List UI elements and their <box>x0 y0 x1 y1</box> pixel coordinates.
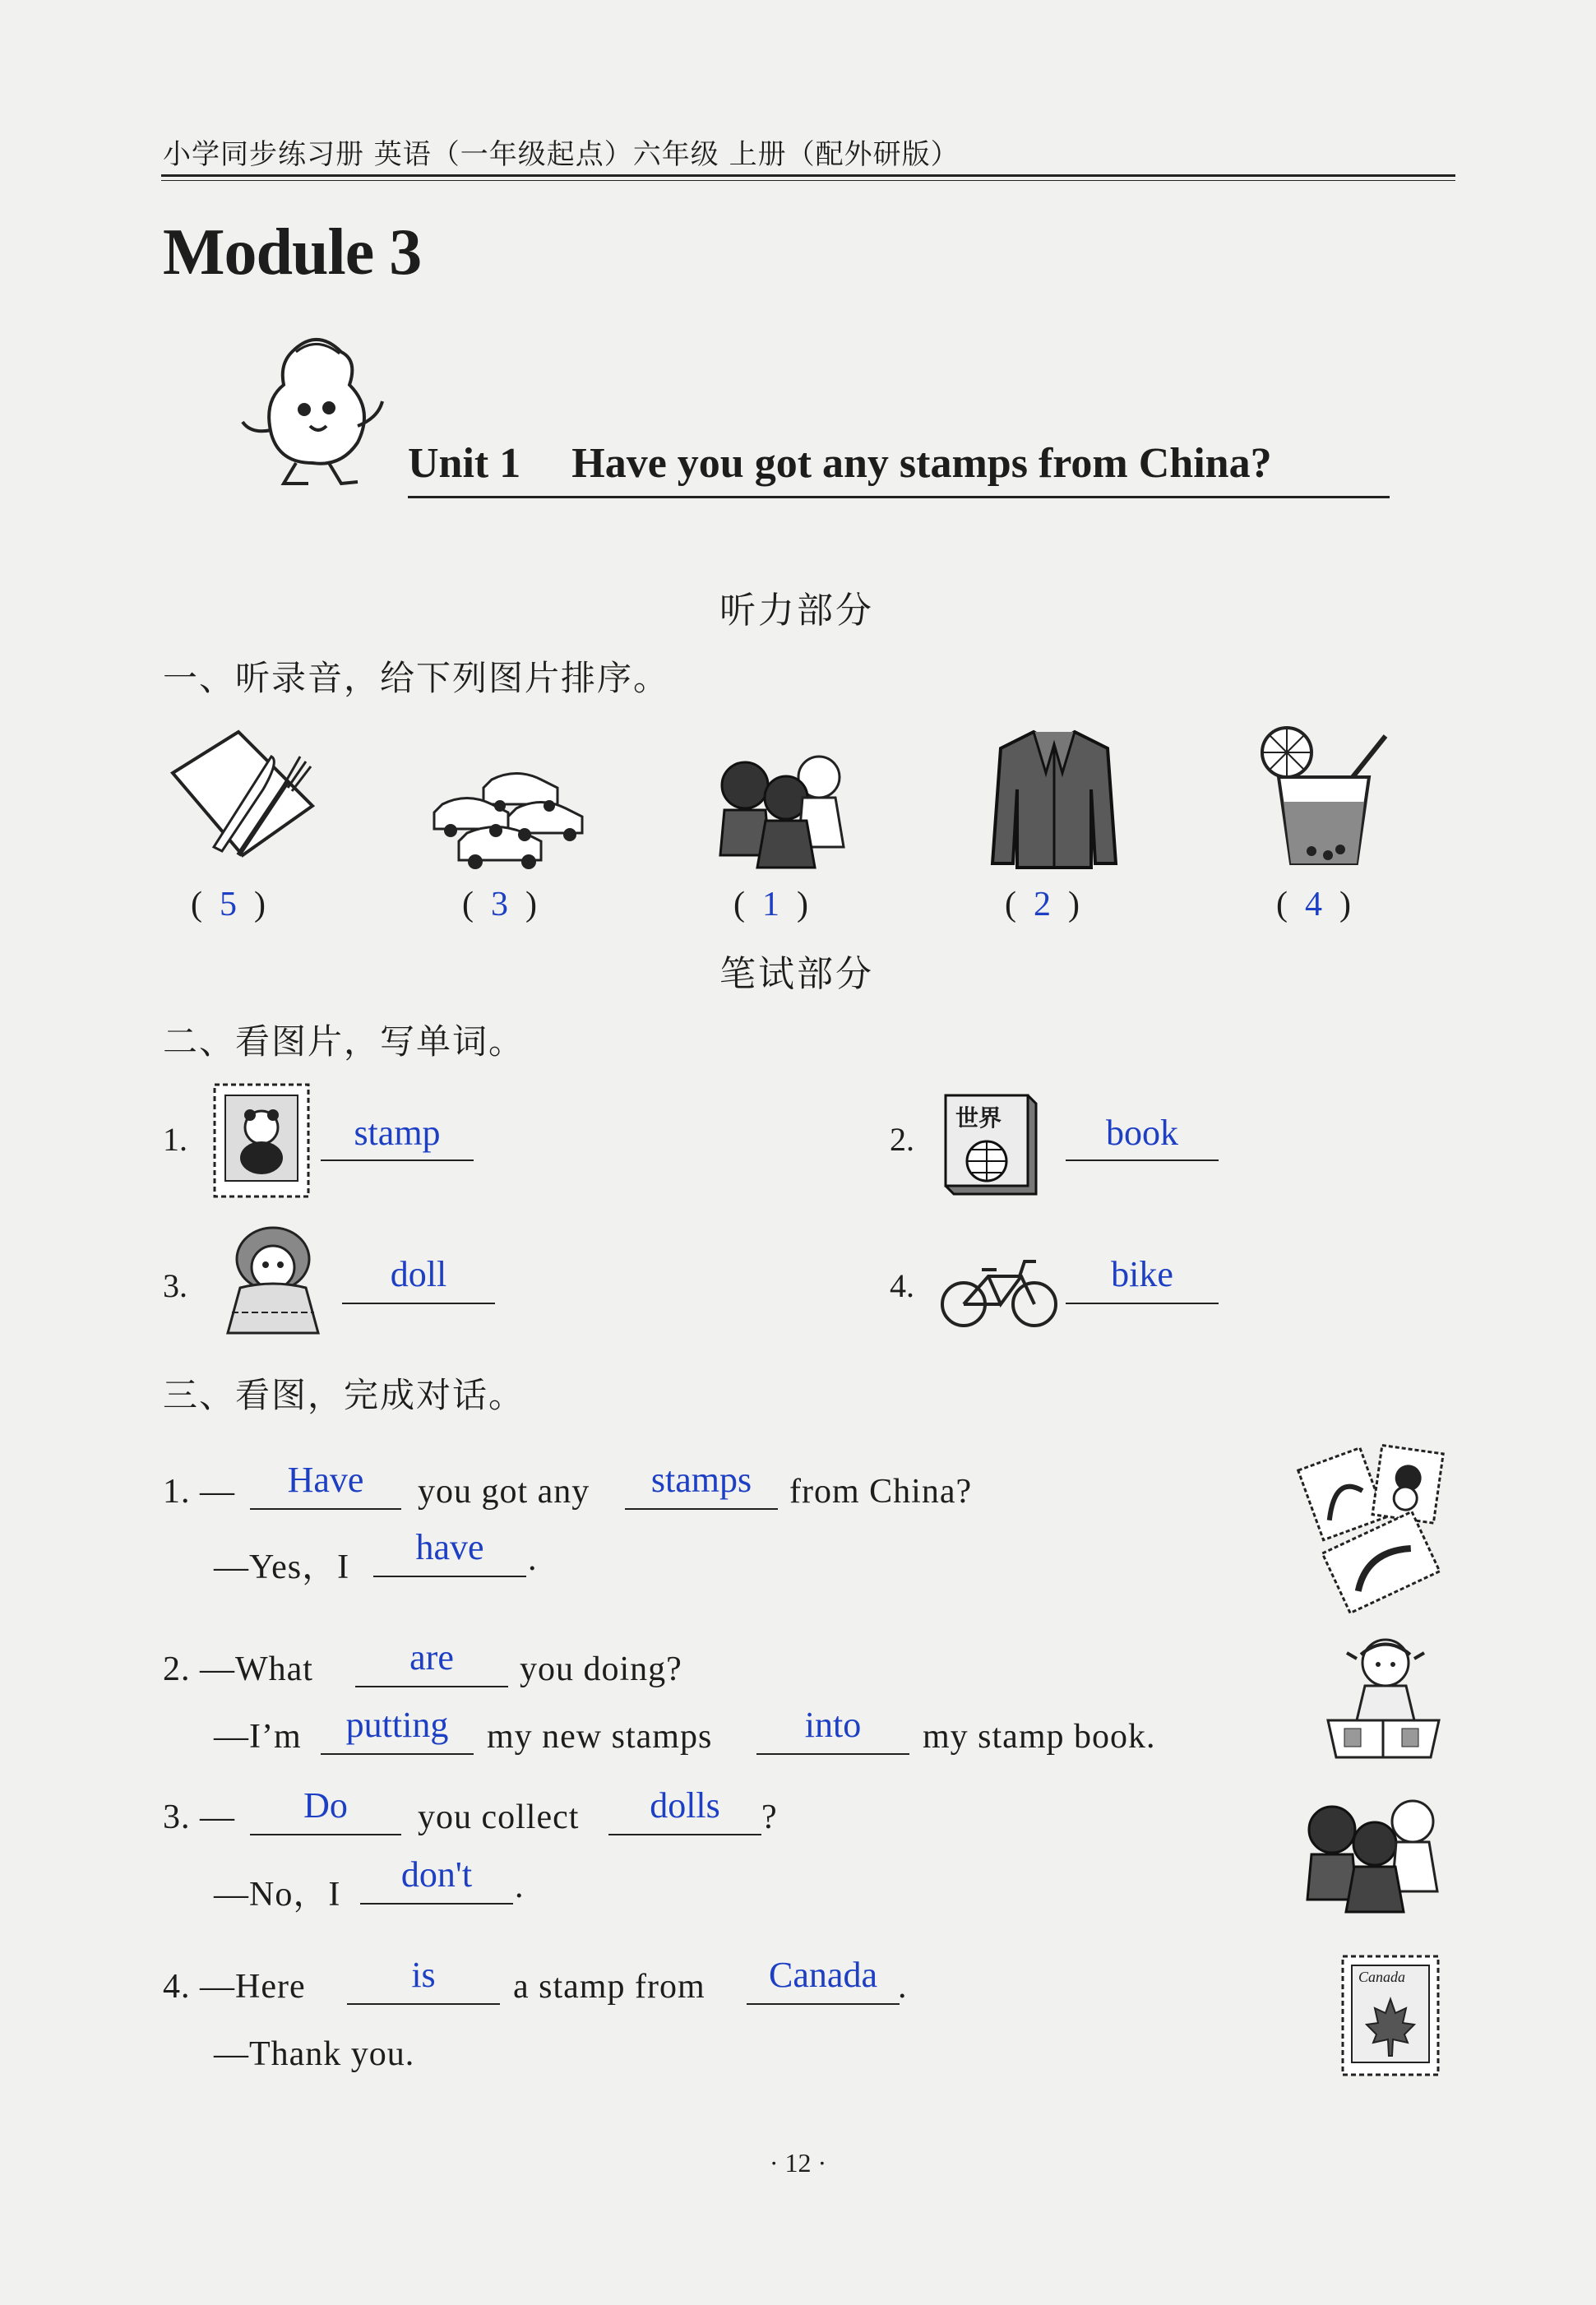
writing-part-title: 笔试部分 <box>719 953 874 995</box>
dialog-2-answer-3: into <box>804 1705 862 1745</box>
word-answer-1: stamp <box>354 1113 441 1153</box>
order-answer-3[interactable]: ( 1 ) <box>733 886 808 923</box>
dialog-2-text-3: my stamp book. <box>923 1718 1156 1756</box>
order-answer-5[interactable]: ( 4 ) <box>1276 886 1351 923</box>
dialog-1-number <box>163 1472 235 1511</box>
dialog-2-reply: —I’m <box>214 1718 302 1756</box>
dialog-2-text-2: my new stamps <box>487 1718 713 1756</box>
section2-title: 二、看图片，写单词。 <box>163 1021 525 1062</box>
dialog-3-period: . <box>515 1868 525 1905</box>
dash: — <box>200 1473 235 1511</box>
order-answer-1[interactable]: ( 5 ) <box>191 886 266 923</box>
word-blank-4[interactable] <box>1066 1303 1219 1304</box>
dialog-3-answer-3: don't <box>400 1854 473 1895</box>
dialog-2-answer-1: are <box>409 1637 454 1678</box>
q-num: 3. <box>163 1798 191 1836</box>
item-number: 3. <box>163 1267 187 1304</box>
dialog-3-answer-1: Do <box>303 1785 348 1826</box>
word-blank-3[interactable] <box>342 1303 495 1304</box>
section3-title: 三、看图，完成对话。 <box>163 1375 525 1415</box>
world-book-icon <box>937 1087 1044 1202</box>
item-number: 1. <box>163 1121 187 1158</box>
q-pre: —Here <box>200 1968 306 2006</box>
dialog-4-text-1: a stamp from <box>513 1968 705 2006</box>
answer-text: 4 <box>1305 886 1322 923</box>
dialog-1-text-1: you got any <box>418 1473 590 1511</box>
q-num: 1. <box>163 1473 191 1511</box>
dialog-1-answer-3: have <box>415 1527 484 1567</box>
book-cover-label: 世界 <box>955 1104 1002 1132</box>
answer-text: 5 <box>220 886 237 923</box>
dialog-2-number <box>163 1650 313 1689</box>
word-answer-2: book <box>1106 1113 1178 1153</box>
page-number: · 12 · <box>769 2148 827 2178</box>
dialog-2-answer-2: putting <box>345 1705 449 1745</box>
dialog-1-period: . <box>528 1540 538 1578</box>
header-divider <box>161 174 1455 177</box>
canada-stamp-icon <box>1340 1954 1441 2077</box>
dialog-3-text-1: you collect <box>418 1798 580 1836</box>
dolls-group-icon <box>1299 1793 1447 1914</box>
dialog-4-answer-1: is <box>411 1955 436 1995</box>
dialog-3-blank-2[interactable] <box>608 1834 761 1835</box>
answer-text: 1 <box>762 886 779 923</box>
dolls-icon <box>712 748 860 872</box>
module-title: Module 3 <box>163 216 422 289</box>
dialog-3-text-2: ? <box>761 1798 778 1836</box>
bike-icon <box>939 1252 1059 1331</box>
juice-icon <box>1254 720 1394 868</box>
toy-cars-icon <box>434 763 590 870</box>
unit-underline <box>408 496 1390 498</box>
dialog-1-answer-2: stamps <box>650 1460 752 1500</box>
item-number: 4. <box>890 1267 914 1304</box>
dialog-3-reply: —No，I <box>214 1876 341 1914</box>
unit-label: Unit 1 <box>408 440 521 487</box>
stamp-country-label: Canada <box>1358 1969 1406 1985</box>
dialog-4-blank-1[interactable] <box>347 2003 500 2005</box>
dialog-3-blank-3[interactable] <box>360 1903 513 1905</box>
dialog-1-text-2: from China? <box>789 1473 973 1511</box>
section1-title: 一、听录音，给下列图片排序。 <box>163 658 670 698</box>
mascot-icon <box>234 327 399 492</box>
word-blank-2[interactable] <box>1066 1159 1219 1161</box>
dialog-1-answer-1: Have <box>287 1460 364 1500</box>
dialog-2-blank-1[interactable] <box>355 1686 508 1687</box>
dialog-1-reply: —Yes，I <box>214 1548 350 1586</box>
dialog-3-answer-2: dolls <box>650 1785 720 1826</box>
stamps-icon <box>1299 1441 1443 1605</box>
doll-icon <box>215 1222 331 1337</box>
word-answer-4: bike <box>1111 1254 1173 1294</box>
dialog-2-text-1: you doing? <box>520 1650 682 1688</box>
dialog-3-number <box>163 1798 235 1837</box>
dialog-2-blank-2[interactable] <box>321 1753 474 1755</box>
q-pre: —What <box>200 1650 313 1688</box>
word-answer-3: doll <box>390 1254 447 1294</box>
answer-text: 3 <box>491 886 508 923</box>
book-header: 小学同步练习册 英语（一年级起点）六年级 上册（配外研版） <box>163 138 960 171</box>
dialog-1-blank-3[interactable] <box>373 1576 526 1577</box>
dialog-1-blank-1[interactable] <box>250 1508 401 1510</box>
header-divider-thin <box>161 180 1455 181</box>
unit-title <box>408 439 1272 488</box>
word-blank-1[interactable] <box>321 1159 474 1161</box>
unit-heading: Have you got any stamps from China? <box>571 440 1272 487</box>
knife-fork-icon <box>164 724 321 863</box>
order-answer-2[interactable]: ( 3 ) <box>462 886 537 923</box>
dialog-4-number <box>163 1967 306 2006</box>
answer-text: 2 <box>1034 886 1051 923</box>
dialog-2-blank-3[interactable] <box>756 1753 909 1755</box>
listening-part-title: 听力部分 <box>719 590 874 632</box>
dialog-4-period: . <box>898 1968 908 2006</box>
dialog-4-blank-2[interactable] <box>747 2003 900 2005</box>
dialog-3-blank-1[interactable] <box>250 1834 401 1835</box>
q-num: 2. <box>163 1650 191 1688</box>
q-num: 4. <box>163 1968 191 2006</box>
jacket-icon <box>988 724 1120 872</box>
dash: — <box>200 1798 235 1836</box>
item-number: 2. <box>890 1121 914 1158</box>
dialog-4-answer-2: Canada <box>769 1955 877 1995</box>
dialog-4-reply: —Thank you. <box>214 2035 415 2073</box>
girl-stamp-book-icon <box>1324 1630 1443 1761</box>
order-answer-4[interactable]: ( 2 ) <box>1005 886 1080 923</box>
dialog-1-blank-2[interactable] <box>625 1508 778 1510</box>
stamp-icon <box>212 1082 311 1199</box>
